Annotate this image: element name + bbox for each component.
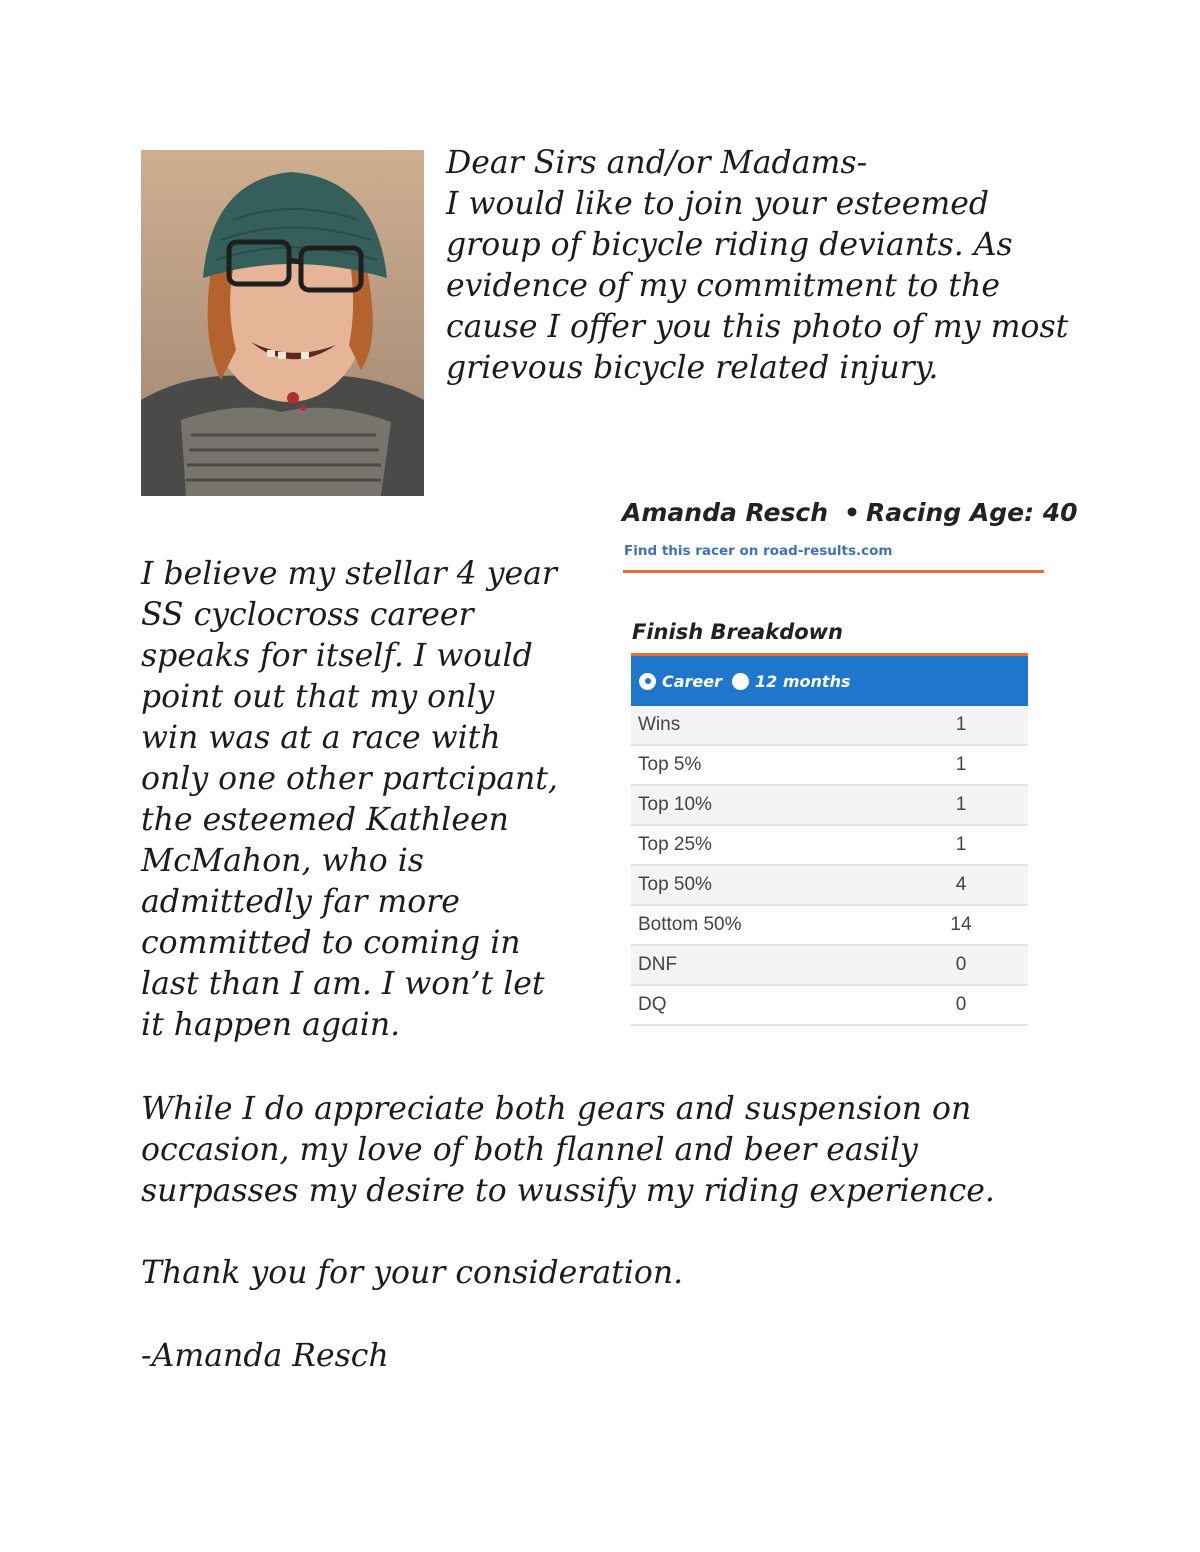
gears-line: surpasses my desire to wussify my riding experience.	[141, 1173, 995, 1209]
career-line: last than I am. I won’t let	[141, 966, 545, 1002]
radio-career-label: Career	[662, 671, 723, 691]
radio-12-months-label: 12 months	[755, 671, 851, 691]
intro-line: grievous bicycle related injury.	[446, 350, 939, 386]
row-value: 1	[955, 834, 967, 855]
signature: -Amanda Resch	[141, 1338, 389, 1374]
table-row	[631, 866, 1028, 906]
row-value: 1	[955, 754, 967, 775]
career-line: SS cyclocross career	[141, 597, 474, 633]
career-line: admittedly far more	[141, 884, 460, 920]
row-value: 4	[955, 874, 967, 895]
row-value: 14	[950, 914, 972, 935]
racing-age: Racing Age: 40	[865, 498, 1078, 527]
row-label: Top 50%	[638, 874, 712, 895]
table-row	[631, 706, 1028, 746]
radio-unselected-icon	[732, 673, 749, 690]
row-value: 1	[955, 714, 967, 735]
radio-career[interactable]	[639, 672, 722, 691]
table-row	[631, 946, 1028, 986]
career-line: it happen again.	[141, 1007, 401, 1043]
row-label: Top 5%	[638, 754, 702, 775]
table-row	[631, 826, 1028, 866]
radio-12-months[interactable]	[732, 672, 850, 691]
career-line: win was at a race with	[141, 720, 501, 756]
career-line: committed to coming in	[141, 925, 521, 961]
gears-paragraph	[141, 1089, 1101, 1212]
thanks-line: Thank you for your consideration.	[141, 1255, 684, 1291]
career-line: speaks for itself. I would	[141, 638, 533, 674]
row-label: Top 10%	[638, 794, 712, 815]
racer-photo	[141, 150, 424, 496]
row-label: Top 25%	[638, 834, 712, 855]
row-label: Wins	[638, 714, 681, 735]
racer-name: Amanda Resch	[622, 498, 828, 527]
intro-line: cause I offer you this photo of my most	[446, 309, 1069, 345]
intro-line: group of bicycle riding deviants. As	[446, 227, 1013, 263]
gears-line: While I do appreciate both gears and suspension on	[141, 1091, 972, 1127]
row-label: Bottom 50%	[638, 914, 742, 935]
row-value: 0	[955, 994, 967, 1015]
row-value: 1	[955, 794, 967, 815]
gears-line: occasion, my love of both flannel and beer easily	[141, 1132, 918, 1168]
portrait-illustration	[141, 150, 424, 496]
row-label: DQ	[638, 994, 667, 1015]
intro-line: I would like to join your esteemed	[446, 186, 990, 222]
career-line: point out that my only	[141, 679, 495, 715]
table-row	[631, 746, 1028, 786]
table-row	[631, 786, 1028, 826]
radio-selected-icon	[639, 673, 656, 690]
intro-line: Dear Sirs and/or Madams-	[446, 145, 868, 181]
row-label: DNF	[638, 954, 678, 975]
career-line: McMahon, who is	[141, 843, 424, 879]
bullet-separator: •	[844, 498, 860, 527]
table-row	[631, 906, 1028, 946]
breakdown-rows	[631, 706, 1028, 1026]
intro-paragraph	[446, 143, 1086, 389]
header-divider	[623, 570, 1044, 573]
career-line: only one other partcipant,	[141, 761, 558, 797]
road-results-link[interactable]: Find this racer on road-results.com	[624, 543, 893, 559]
career-line: I believe my stellar 4 year	[141, 556, 557, 592]
intro-line: evidence of my commitment to the	[446, 268, 1000, 304]
career-paragraph	[141, 554, 581, 1046]
period-selector	[631, 653, 1028, 706]
career-line: the esteemed Kathleen	[141, 802, 509, 838]
table-row	[631, 986, 1028, 1026]
finish-breakdown-title: Finish Breakdown	[632, 620, 844, 644]
finish-breakdown-table	[631, 653, 1028, 1026]
row-value: 0	[955, 954, 967, 975]
racer-heading	[622, 498, 1078, 527]
